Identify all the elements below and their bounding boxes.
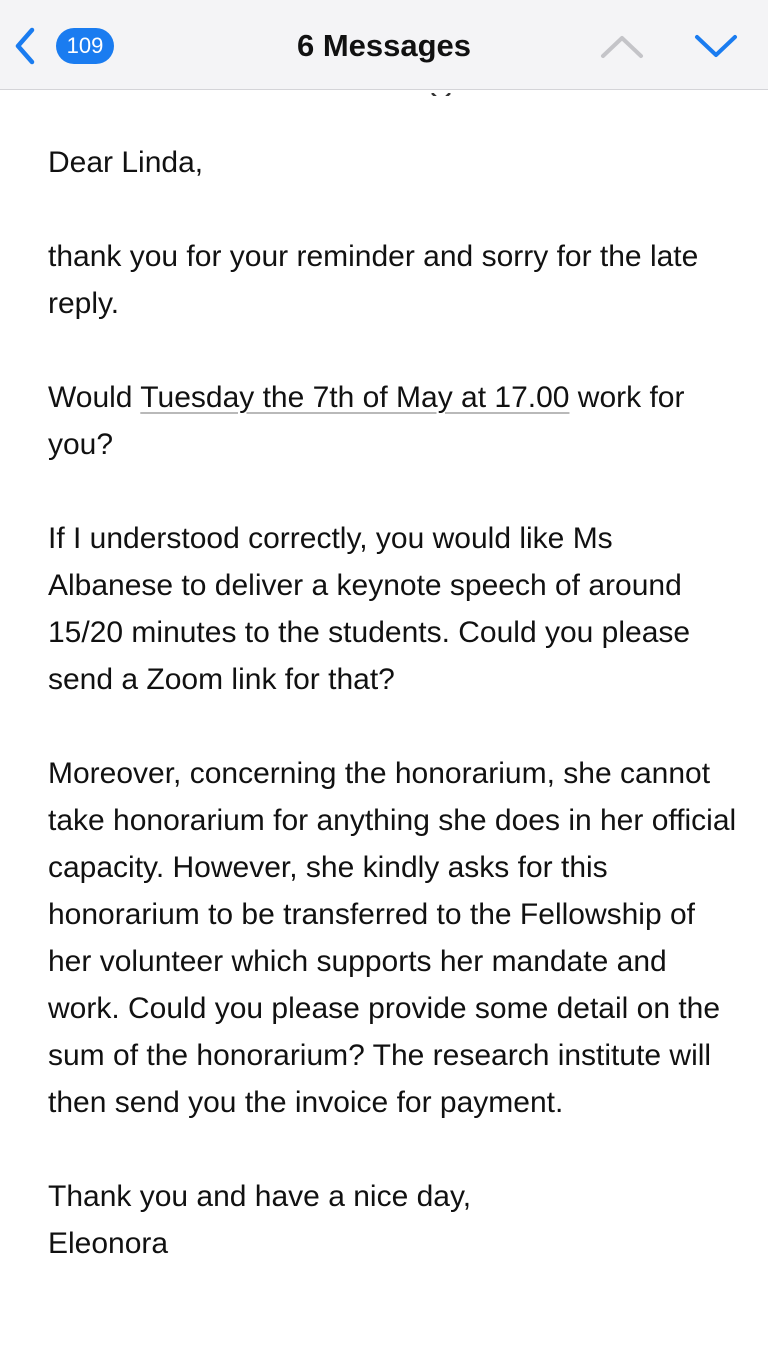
previous-message-button[interactable] <box>594 28 650 64</box>
email-paragraph: Moreover, concerning the honorarium, she cannot take honorarium for anything she does in her official capacity. However, she kindly asks for this honorarium to be transferred to the Fellowship of her volunteer which supports her mandate and work. Could you please provide some detail on the sum of the honorarium? The research institute will then send you the invoice for payment. <box>48 757 737 1119</box>
back-button[interactable] <box>10 18 130 74</box>
scrolled-text-remnant <box>428 88 458 96</box>
chevron-down-icon <box>691 31 741 61</box>
next-message-button[interactable] <box>688 28 744 64</box>
email-greeting: Dear Linda, <box>48 146 204 179</box>
signature: Eleonora <box>48 1227 169 1260</box>
chevron-up-icon <box>597 31 647 61</box>
email-paragraph: If I understood correctly, you would like Ms Albanese to deliver a keynote speech of around 15/20 minutes to the students. Could you please send a Zoom link for that? <box>48 522 691 696</box>
email-paragraph-date <box>48 374 738 468</box>
page-title: 6 Messages <box>296 28 472 63</box>
unread-count-badge: 109 <box>56 28 114 64</box>
navigation-bar <box>0 0 768 90</box>
date-link[interactable]: Tuesday the 7th of May at 17.00 <box>140 381 570 414</box>
date-suffix: work for you? <box>48 381 685 461</box>
date-prefix: Would <box>48 381 141 414</box>
email-body <box>48 139 738 1267</box>
email-closing <box>48 1173 738 1267</box>
email-paragraph: thank you for your reminder and sorry for the late reply. <box>48 240 699 320</box>
closing-line: Thank you and have a nice day, <box>48 1180 472 1213</box>
chevron-left-icon <box>10 24 40 68</box>
